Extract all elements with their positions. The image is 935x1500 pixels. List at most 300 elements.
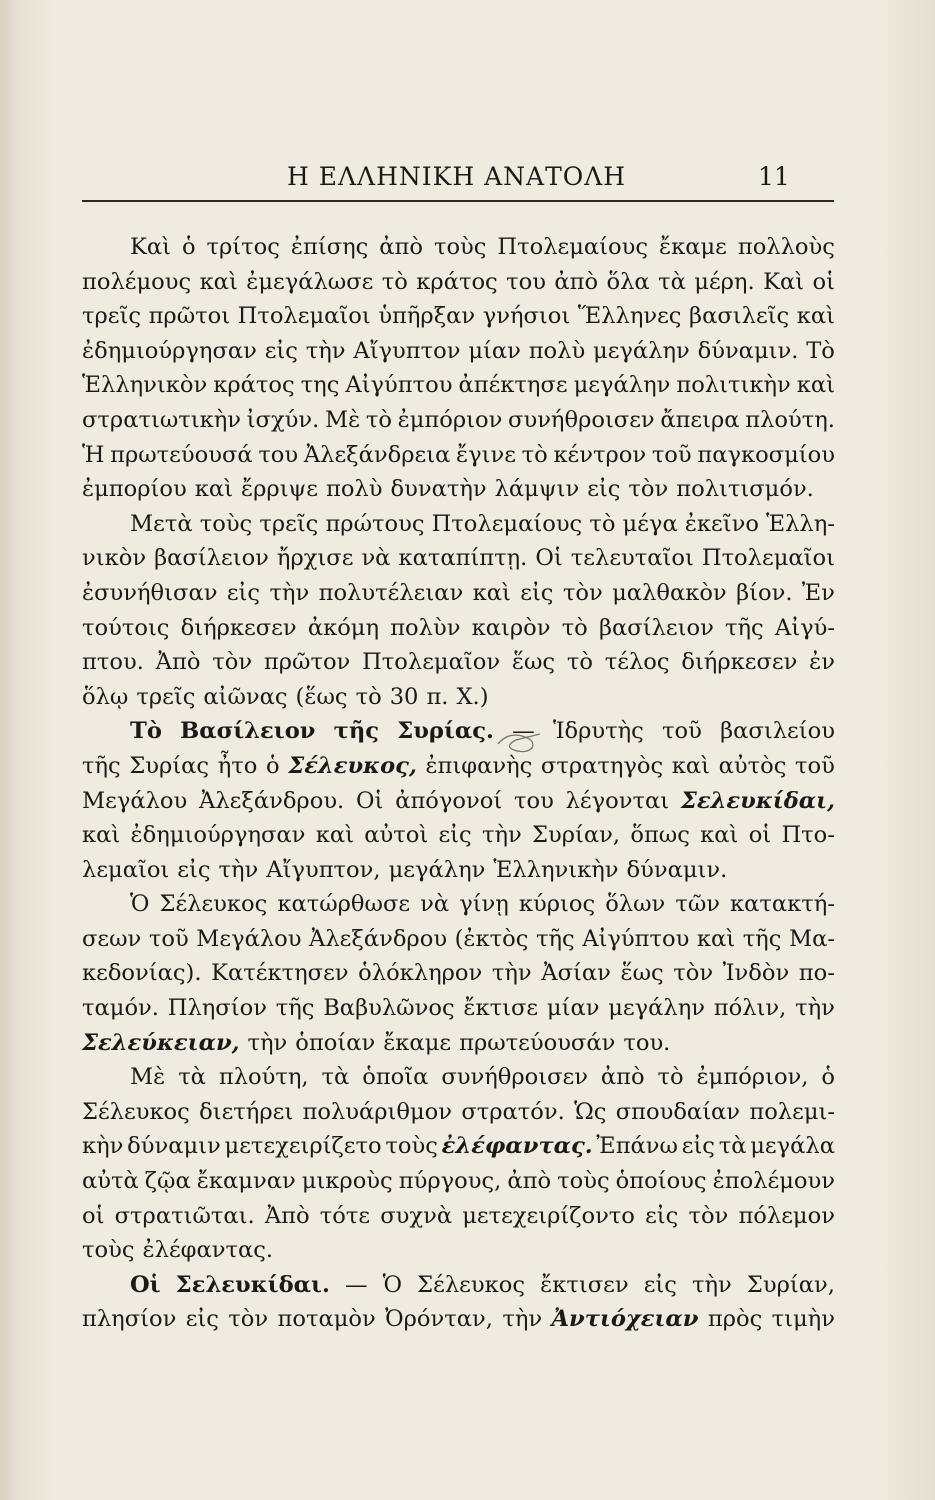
word: ἐμπόριον [397, 406, 503, 433]
word: ἔκτισε [463, 995, 539, 1022]
text-line [82, 1129, 835, 1164]
text-line [82, 438, 835, 473]
word: Ἀλεξάνδρου. [199, 787, 345, 814]
text-line [82, 507, 835, 542]
word: σεων [82, 925, 142, 952]
word: Αἰγύ- [774, 614, 835, 641]
text-line [82, 645, 835, 680]
word: Σέλευκος [417, 1271, 525, 1298]
word: πρωτεύουσάν [459, 1029, 616, 1056]
word: ἤρχισε [276, 545, 354, 572]
word: Μὲ [324, 406, 361, 433]
word: τελευταῖοι [570, 545, 694, 572]
text-line [82, 541, 835, 576]
word: πρωτεύουσά [110, 441, 253, 468]
page-spine-shadow [0, 0, 18, 1500]
word: ὁ [265, 752, 280, 779]
word: βασιλεῖς [689, 303, 790, 330]
word: βίον. [736, 579, 793, 606]
word: ἐσυνήθισαν [82, 579, 218, 606]
word: αὐτὸς [718, 752, 787, 779]
word: ὁ [181, 234, 196, 260]
word: ἐν [809, 649, 835, 676]
word: πλησίον [82, 1306, 177, 1333]
word: Πτολεμαίους [431, 510, 583, 537]
word: Μετὰ [130, 510, 193, 537]
word: τούτοις [82, 614, 170, 641]
word: Ὁ [382, 1271, 403, 1298]
word: του [513, 787, 554, 814]
word: πολιτικὴν [676, 372, 791, 399]
word: κράτος [213, 372, 295, 399]
word: μίαν [468, 337, 521, 364]
word: (ἐκτὸς [454, 925, 529, 952]
word: Πλησίον [167, 995, 267, 1022]
word: μετεχειρίζετο [224, 1133, 382, 1160]
word: εἰς [438, 822, 472, 849]
word: ἐπιφανὴς [425, 752, 533, 779]
word: ὑπῆρξαν [378, 303, 476, 330]
text-line [82, 1302, 835, 1337]
word: Μὲ [130, 1064, 166, 1091]
word: Βασίλειον [180, 718, 316, 745]
word: Χ.) [456, 683, 489, 710]
text-line [82, 1026, 835, 1061]
word: Ἡ [82, 441, 105, 468]
word: τὰ [178, 1064, 206, 1091]
text-line [82, 299, 835, 334]
word: ἐμπόριον, [696, 1064, 809, 1091]
text-line [82, 1164, 835, 1199]
word: καὶ [194, 476, 233, 503]
word: ζῷα [144, 1168, 191, 1195]
word: Πτολεμαίους [497, 234, 649, 260]
word: Σελευκίδαι, [680, 787, 835, 814]
word: ἀπὸ [600, 1064, 645, 1091]
word: Ἀσίαν [541, 960, 611, 987]
word: ὅπως [630, 822, 690, 849]
word: Ὀρόνταν, [385, 1306, 493, 1333]
word: τὴν [247, 1029, 288, 1056]
word: παγκοσμίου [697, 441, 835, 468]
word: πρῶτοι [148, 303, 231, 330]
word: Μεγάλου [196, 925, 302, 952]
word: Σέλευκος [159, 891, 268, 918]
word: ἐπίσης [290, 234, 369, 260]
word: τῆς [535, 925, 575, 952]
word: ὁποῖα [362, 1064, 429, 1091]
word: τότε [319, 1202, 371, 1229]
word: Συρίαν, [532, 822, 621, 849]
word: τὸν [628, 476, 669, 503]
word: στρατηγὸς [540, 752, 664, 779]
word: εἰς [643, 1271, 677, 1298]
word: μεγάλην [608, 995, 705, 1022]
word: Πτο- [781, 822, 835, 849]
word: τῶν [675, 891, 720, 918]
word: ἀπόγονοί [395, 787, 503, 814]
word: πολεμι- [749, 1098, 835, 1125]
word: Ἕλληνες [577, 303, 682, 330]
word: μεγάλα [750, 1133, 835, 1160]
word: Ἐπάνω [596, 1133, 678, 1160]
word: λεμαῖοι [82, 856, 170, 883]
word: Πτολεμαῖοι [237, 303, 371, 330]
word: τοῦ [795, 752, 835, 779]
word: στρατόν. [461, 1098, 565, 1125]
word: εἰς [185, 1306, 219, 1333]
word: τῆς [725, 614, 764, 641]
word: ἐδημιούργησαν [82, 337, 257, 364]
word: σπουδαίαν [615, 1098, 741, 1125]
word: τρεῖς [136, 683, 196, 710]
word: τοῦ [651, 441, 692, 468]
word: καὶ [82, 822, 121, 849]
word: Συρίας [129, 752, 210, 779]
word: τὴν [502, 1306, 543, 1333]
word: Ἀλεξάνδρου [309, 925, 448, 952]
word: τῆς [82, 752, 121, 779]
word: Αἰγύπτου [582, 925, 690, 952]
word: μίαν [546, 995, 600, 1022]
word: 30 [389, 683, 419, 710]
word: ἔκτισεν [540, 1271, 629, 1298]
word: τῆς [742, 925, 782, 952]
word: δυνατὴν [390, 476, 487, 503]
text-line [82, 956, 835, 991]
word: τῆς [275, 995, 315, 1022]
text-line [82, 611, 835, 646]
word: Συρίας. [397, 718, 494, 745]
word: Σελεύκειαν, [82, 1029, 240, 1056]
word: εἰς [645, 1202, 679, 1229]
word: τὰ [321, 1064, 350, 1091]
word: πρῶτον [263, 649, 351, 676]
word: ὁποίους [615, 1168, 707, 1195]
word: ἔγινε [456, 441, 516, 468]
body-text [82, 230, 835, 1337]
word: στρατιωτικὴν [82, 406, 241, 433]
word: Ἰνδὸν [722, 960, 790, 987]
word: Ἐν [801, 579, 835, 606]
word: δύναμιν [127, 1133, 221, 1160]
word: ὅλῳ [82, 683, 129, 710]
word: Σέλευκος [82, 1098, 190, 1125]
word: ἔκαμναν [196, 1168, 296, 1195]
word: ἕως [511, 649, 556, 676]
word: πρώτους [325, 510, 425, 537]
word: Μα- [788, 925, 835, 952]
word: τὰ [658, 268, 686, 295]
word: μετεχειρίζοντο [462, 1202, 635, 1229]
word: εἰς [264, 337, 298, 364]
word: Ἑλληνικὴν [493, 856, 619, 883]
word: εἰς [177, 856, 211, 883]
word: εἰς [520, 579, 554, 606]
word: τὸ [589, 510, 616, 537]
word: Ἱδρυτὴς [552, 718, 644, 745]
word: πολὺν [390, 614, 461, 641]
text-line [82, 714, 835, 749]
word: τὸν [228, 1306, 269, 1333]
word: τὰ [718, 1133, 747, 1160]
word: νικὸν [82, 545, 147, 572]
word: της [300, 372, 340, 399]
word: οἱ [82, 1202, 105, 1229]
word: πόλιν, [713, 995, 787, 1022]
text-line [82, 230, 835, 265]
word: νὰ [420, 891, 450, 918]
text-line [82, 749, 835, 784]
word: βασιλείου [720, 718, 835, 745]
word: στρατιῶται. [114, 1202, 255, 1229]
word: μεγάλην [593, 337, 690, 364]
word: μέρη. [694, 268, 755, 295]
word: ταμόν. [82, 995, 159, 1022]
text-line [82, 334, 835, 369]
word: Οἱ [535, 545, 563, 572]
word: Ἀντιόχειαν [551, 1306, 699, 1333]
text-line [82, 784, 835, 819]
word: τοὺς [82, 1237, 135, 1264]
text-line [82, 368, 835, 403]
word: ἐλέφαντας. [441, 1133, 593, 1160]
word: τρίτος [206, 234, 280, 260]
word: διετήρει [199, 1098, 294, 1125]
word: Οἱ [130, 1271, 161, 1298]
text-line [82, 818, 835, 853]
word: τρεῖς [259, 510, 319, 537]
word: καταπίπτῃ. [398, 545, 528, 572]
word: Σέλευκος, [288, 752, 417, 779]
word: ἐπολέμουν [712, 1168, 835, 1195]
word: καὶ [671, 752, 711, 779]
word: συνήθροισεν [508, 406, 655, 433]
word: οἱ [748, 822, 772, 849]
word: λάμψιν [494, 476, 580, 503]
word: πολυάριθμον [302, 1098, 453, 1125]
word: τοὺς [557, 1168, 610, 1195]
word: Ἀπὸ [155, 649, 201, 676]
word: ἐμεγάλωσε [246, 268, 374, 295]
word: τὸ [561, 614, 588, 641]
text-line [82, 1199, 835, 1234]
word: ἀπὸ [507, 1168, 552, 1195]
word: ἀπὸ [554, 268, 599, 295]
word: νὰ [361, 545, 391, 572]
word: ἕως [620, 960, 664, 987]
word: τιμὴν [771, 1306, 835, 1333]
word: Συρίαν, [746, 1271, 835, 1298]
word: πλούτη, [218, 1064, 309, 1091]
text-line [82, 403, 835, 438]
word: ἀκόμη [307, 614, 380, 641]
word: καὶ [199, 268, 238, 295]
word: εἰς [681, 1133, 715, 1160]
text-line [82, 1268, 835, 1303]
word: δύναμιν. [697, 337, 799, 364]
text-line [82, 472, 835, 507]
word: μεγάλην [388, 856, 486, 883]
word: καιρὸν [471, 614, 551, 641]
word: τῆς [333, 718, 380, 745]
word: τὸ [566, 649, 593, 676]
word: ἀπὸ [379, 234, 423, 260]
word: καὶ [315, 822, 354, 849]
word: του. [623, 1029, 671, 1056]
word: τοὺς [385, 1133, 438, 1160]
word: τέλος [604, 649, 670, 676]
word: τὴν [795, 995, 835, 1022]
word: Καὶ [130, 234, 171, 260]
word: π. [426, 683, 449, 710]
running-title: Η ΕΛΛΗΝΙΚΗ ΑΝΑΤΟΛΗ [287, 162, 627, 191]
word: κράτος [416, 268, 498, 295]
word: κὴν [82, 1133, 124, 1160]
word: τὴν [692, 1271, 732, 1298]
word: ὁλόκληρον [358, 960, 483, 987]
word: ποταμὸν [277, 1306, 376, 1333]
text-line [82, 1095, 835, 1130]
word: ἐδημιούργησαν [130, 822, 306, 849]
word: ὅλων [605, 891, 666, 918]
word: του [506, 268, 546, 295]
word: ἐμπορίου [82, 476, 187, 503]
word: μέγα [622, 510, 678, 537]
word: ἀπέκτησε [458, 372, 568, 399]
text-line [82, 1233, 835, 1268]
word: (ἕως [295, 683, 348, 710]
text-line [82, 991, 835, 1026]
word: καὶ [472, 579, 511, 606]
word: Ἑλλη- [766, 510, 835, 537]
word: Αἰγύπτου [345, 372, 453, 399]
word: Ἀλεξάνδρεια [303, 441, 451, 468]
word: Οἱ [356, 787, 384, 814]
word: διήρκεσεν [180, 614, 297, 641]
word: καὶ [700, 822, 739, 849]
word: κύριος [518, 891, 596, 918]
word: Μεγάλου [82, 787, 188, 814]
word: καὶ [796, 303, 835, 330]
word: μαλθακὸν [612, 579, 727, 606]
word: δύναμιν. [626, 856, 728, 883]
word: αὐτὰ [82, 1168, 139, 1195]
word: ἄπειρα [660, 406, 740, 433]
word: Πτολεμαῖοι [701, 545, 835, 572]
word: τὸ [365, 406, 392, 433]
word: Ὡς [574, 1098, 607, 1125]
word: συχνὰ [380, 1202, 453, 1229]
word: καὶ [796, 372, 835, 399]
word: μεγάλην [573, 372, 671, 399]
word: βασίλειον [598, 614, 714, 641]
word: Ἀπὸ [264, 1202, 310, 1229]
word: οἱ [812, 268, 835, 295]
word: πολέμους [82, 268, 192, 295]
word: κατώρθωσε [277, 891, 411, 918]
word: Βαβυλῶνος [323, 995, 455, 1022]
word: κέντρον [553, 441, 647, 468]
word: βασίλειον [154, 545, 269, 572]
word: πρὸς [707, 1306, 763, 1333]
word: ἐλέφαντας. [142, 1237, 274, 1264]
word: πύργους, [398, 1168, 502, 1195]
word: ὅλα [606, 268, 650, 295]
word: τὴν [491, 960, 532, 987]
word: — [344, 1271, 368, 1298]
word: γνήσιοι [482, 303, 571, 330]
text-line [82, 853, 835, 888]
word: εἰς [226, 579, 261, 606]
word: πλούτη. [745, 406, 835, 433]
word: — [512, 718, 535, 745]
word: Αἴγυπτον, [266, 856, 381, 883]
word: Πτολεμαῖον [362, 649, 501, 676]
word: τὸ [381, 268, 408, 295]
word: τὴν [481, 822, 522, 849]
word: τὸν [562, 579, 603, 606]
word: ἔρριψε [241, 476, 318, 503]
word: τοῦ [148, 925, 189, 952]
word: καὶ [696, 925, 736, 952]
word: Τὸ [130, 718, 162, 745]
word: αἰῶνας [203, 683, 288, 710]
text-line [82, 265, 835, 300]
word: τὴν [269, 579, 310, 606]
pencil-scribble-mark [496, 730, 542, 754]
word: τοῦ [662, 718, 702, 745]
word: Κατέκτησεν [211, 960, 349, 987]
word: πόλεμον [738, 1202, 835, 1229]
word: πολυτέλειαν [318, 579, 464, 606]
text-line [82, 922, 835, 957]
word: ὁποίαν [295, 1029, 376, 1056]
word: τὴν [305, 337, 346, 364]
text-line [82, 887, 835, 922]
word: τοὺς [433, 234, 487, 260]
word: ἦτο [217, 752, 258, 779]
word: τὸν [688, 1202, 729, 1229]
running-header [82, 160, 834, 202]
word: κεδονίας). [82, 960, 202, 987]
word: τὸ [657, 1064, 684, 1091]
word: ἔκαμε [658, 234, 727, 260]
word: τὸν [212, 649, 253, 676]
word: Σελευκίδαι. [175, 1271, 330, 1298]
word: κατακτή- [730, 891, 835, 918]
word: εἰς [587, 476, 621, 503]
word: Καὶ [763, 268, 805, 295]
word: τὸν [673, 960, 714, 987]
word: τὸ [521, 441, 548, 468]
word: τὸ [355, 683, 382, 710]
word: Τὸ [806, 337, 835, 364]
word: πολιτισμόν. [676, 476, 814, 503]
text-line [82, 680, 835, 715]
word: του [258, 441, 299, 468]
word: ἔκαμε [383, 1029, 452, 1056]
word: ἐκεῖνο [684, 510, 759, 537]
word: ἰσχύν. [246, 406, 320, 433]
word: πολὺ [528, 337, 586, 364]
word: λέγονται [565, 787, 670, 814]
word: τοὺς [199, 510, 253, 537]
word: Ἑλληνικὸν [82, 372, 208, 399]
word: μικροὺς [301, 1168, 393, 1195]
word: τρεῖς [82, 303, 141, 330]
word: πολὺ [325, 476, 383, 503]
